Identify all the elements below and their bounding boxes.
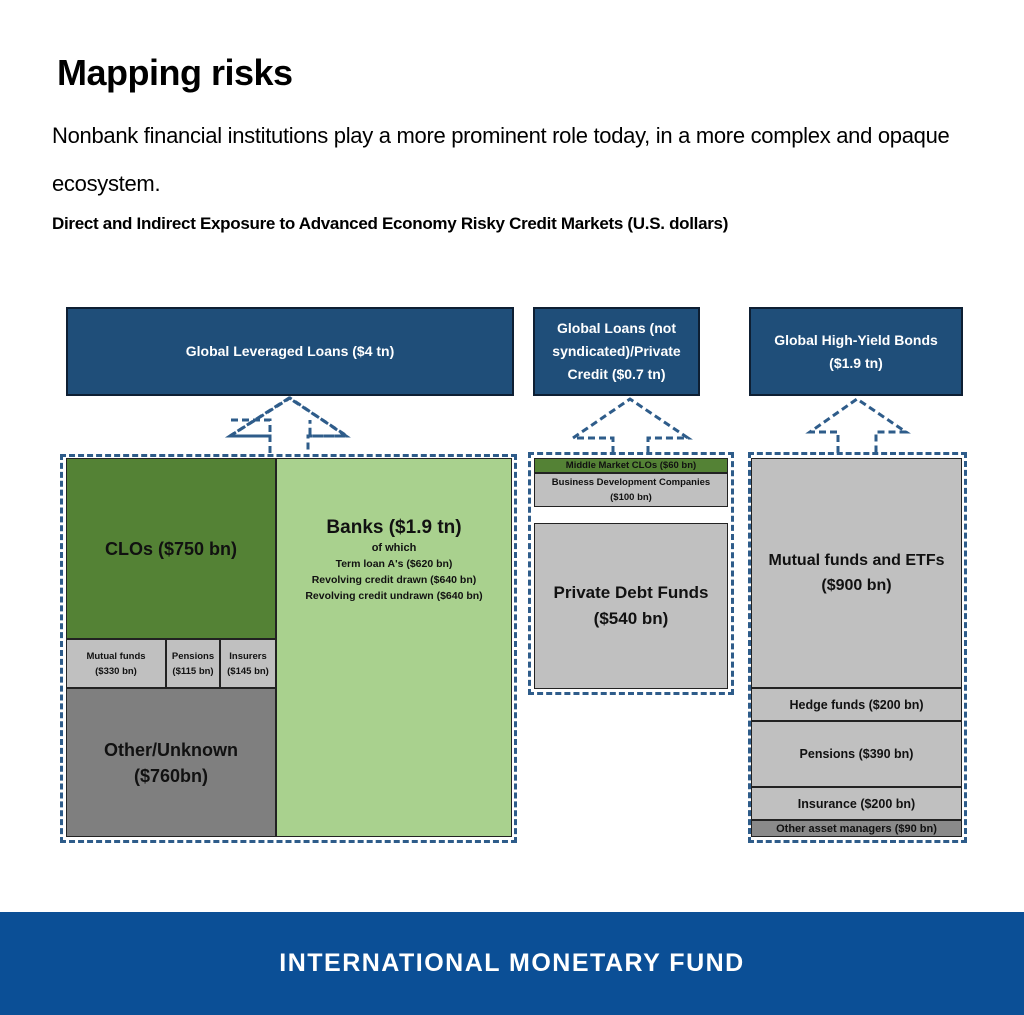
footer-label: INTERNATIONAL MONETARY FUND [279,949,745,977]
hy-hedge-funds-cell [751,688,962,721]
lev-mutual-funds-value: ($330 bn) [95,665,137,677]
hy-mutual-funds-label: Mutual funds and ETFs [768,552,945,569]
page-title: Mapping risks [57,52,293,93]
page-subtitle: Nonbank financial institutions play a more prominent role today, in a more complex and opaque ecosystem. [52,123,950,196]
private-header-line-2: syndicated)/Private [552,343,681,359]
pdf-value: ($540 bn) [593,609,669,628]
leveraged-loans-header [66,307,514,396]
hy-pensions-label: Pensions ($390 bn) [799,747,914,761]
private-header-line-1: Global Loans (not [556,320,676,336]
banks-label: Banks ($1.9 tn) [326,517,462,538]
lev-pensions-label: Pensions [171,650,215,662]
banks-line-3: Revolving credit undrawn ($640 bn) [305,590,483,602]
lev-other-value: ($760bn) [133,765,209,786]
private-header-line-3: Credit ($0.7 tn) [567,366,666,382]
clos-cell [66,458,276,639]
hy-mutual-funds-cell [751,458,962,688]
lev-insurers-label: Insurers [229,650,267,662]
banks-line-1: Term loan A's ($620 bn) [335,558,453,570]
lev-other-label: Other/Unknown [104,739,238,760]
hy-insurance-label: Insurance ($200 bn) [797,796,916,811]
lev-mutual-funds-label: Mutual funds [86,650,146,662]
mm-clos-cell [534,458,728,473]
hy-hedge-funds-label: Hedge funds ($200 bn) [789,697,924,712]
high-yield-header [749,307,963,396]
hy-pensions-cell [751,721,962,787]
leveraged-up-arrow [230,398,347,453]
lev-insurers-value: ($145 bn) [227,665,269,677]
bdc-cell [534,473,728,507]
banks-cell [276,458,512,837]
pdf-label: Private Debt Funds [553,583,709,602]
hy-mutual-funds-value: ($900 bn) [821,577,892,594]
banks-line-2: Revolving credit drawn ($640 bn) [311,574,477,586]
lev-insurers-cell [220,639,276,688]
bdc-label-1: Business Development Companies [551,477,711,488]
hy-header-line-2: ($1.9 tn) [829,354,883,371]
highyield-up-arrow [810,399,906,453]
lev-mutual-funds-cell [66,639,166,688]
chart-title: Direct and Indirect Exposure to Advanced Economy Risky Credit Markets (U.S. dollars) [52,214,729,233]
banks-sub: of which [371,542,417,554]
private-up-arrow [573,399,688,453]
mm-clos-label: Middle Market CLOs ($60 bn) [565,460,697,471]
bdc-label-2: ($100 bn) [610,492,652,503]
clos-label: CLOs ($750 bn) [104,538,238,559]
hy-other-cell [751,820,962,837]
hy-other-label: Other asset managers ($90 bn) [776,822,937,835]
hy-insurance-cell [751,787,962,820]
lev-pensions-cell [166,639,220,688]
lev-other-cell [66,688,276,837]
leveraged-arrow [230,398,346,436]
hy-header-line-1: Global High-Yield Bonds [774,331,938,348]
lev-pensions-value: ($115 bn) [172,665,214,677]
private-debt-funds-cell [534,523,728,689]
leveraged-loans-header-label: Global Leveraged Loans ($4 tn) [185,343,395,359]
private-credit-header [533,307,700,396]
footer-banner [0,912,1024,1015]
